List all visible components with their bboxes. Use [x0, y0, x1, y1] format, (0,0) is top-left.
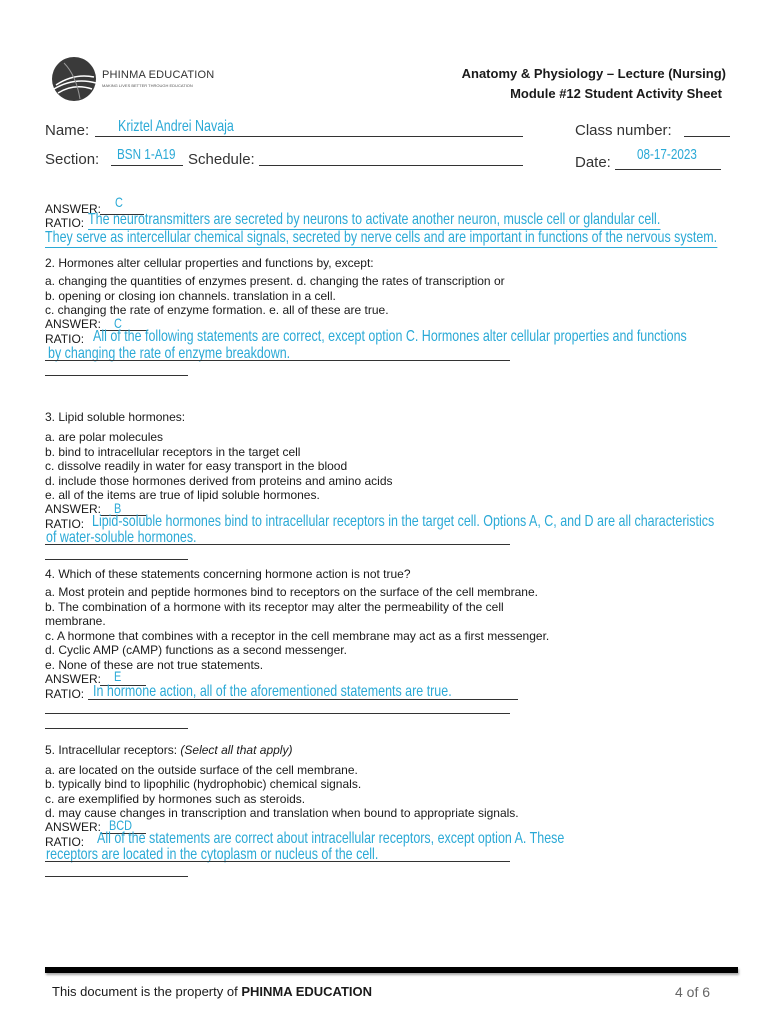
q4-option-c: c. A hormone that combines with a receptor in the cell membrane may act as a first messenger. — [45, 629, 550, 643]
q4-answer-value: E — [114, 668, 122, 684]
q1-ratio-label: RATIO: — [45, 216, 85, 230]
schedule-line — [259, 165, 523, 166]
section-label: Section: — [45, 151, 100, 168]
section-value: BSN 1-A19 — [117, 146, 176, 163]
q1-ratio-line2: They serve as intercellular chemical signals, secreted by nerve cells and are important in functions of the nervous system. — [45, 229, 718, 246]
footer-property — [52, 984, 372, 999]
q5-answer-label: ANSWER: — [45, 820, 102, 834]
q3-option-c: c. dissolve readily in water for easy transport in the blood — [45, 459, 348, 473]
brand-name: PHINMA EDUCATION — [102, 69, 215, 81]
course-title: Anatomy & Physiology – Lecture (Nursing) — [461, 66, 726, 81]
footer-property-text: This document is the property of — [52, 984, 242, 999]
q2-ratio-line2: by changing the rate of enzyme breakdown. — [48, 345, 291, 362]
q4-question: 4. Which of these statements concerning hormone action is not true? — [45, 567, 411, 581]
q4-ratio-extra-line — [45, 728, 188, 729]
section-line — [111, 165, 183, 166]
q4-ratio-line1: In hormone action, all of the aforementioned statements are true. — [93, 683, 452, 700]
footer-rule — [45, 967, 738, 973]
module-title: Module #12 Student Activity Sheet — [510, 86, 722, 101]
q3-option-a: a. are polar molecules — [45, 430, 164, 444]
q5-option-c: c. are exemplified by hormones such as steroids. — [45, 792, 306, 806]
q4-option-b: b. The combination of a hormone with its receptor may alter the permeability of the cell — [45, 600, 504, 614]
q2-ratio-extra-line — [45, 375, 188, 376]
q4-ratio-label: RATIO: — [45, 687, 85, 701]
q3-ratio-extra-line — [45, 559, 188, 560]
q2-ratio-underline — [45, 360, 510, 361]
phinma-logo — [50, 55, 98, 103]
page-number: 4 of 6 — [675, 984, 711, 1000]
q4-option-a: a. Most protein and peptide hormones bind to receptors on the surface of the cell membrane. — [45, 585, 538, 599]
name-line — [95, 136, 523, 137]
q5-ratio-label: RATIO: — [45, 835, 85, 849]
footer-property-org: PHINMA EDUCATION — [241, 984, 373, 999]
brand-tagline: MAKING LIVES BETTER THROUGH EDUCATION — [102, 83, 193, 88]
q4-ratio-underline2 — [45, 713, 510, 714]
q3-ratio-label: RATIO: — [45, 517, 85, 531]
q3-ratio-line2: of water-soluble hormones. — [46, 529, 197, 546]
q1-ratio-line1: The neurotransmitters are secreted by neurons to activate another neuron, muscle cell or glandular cell. — [88, 211, 661, 228]
q4-ratio-underline1 — [88, 699, 518, 700]
q5-ratio-line1: All of the statements are correct about intracellular receptors, except option A. These — [97, 830, 565, 847]
q2-option-c: c. changing the rate of enzyme formation. e. all of these are true. — [45, 303, 389, 317]
class-number-label: Class number: — [575, 122, 672, 139]
name-value: Kriztel Andrei Navaja — [118, 118, 234, 135]
date-value: 08-17-2023 — [637, 146, 697, 163]
q5-option-a: a. are located on the outside surface of the cell membrane. — [45, 763, 358, 777]
phinma-globe-icon — [50, 55, 98, 103]
q3-answer-label: ANSWER: — [45, 502, 102, 516]
q2-ratio-label: RATIO: — [45, 332, 85, 346]
q4-option-d: d. Cyclic AMP (cAMP) functions as a second messenger. — [45, 643, 347, 657]
q3-option-b: b. bind to intracellular receptors in the target cell — [45, 445, 301, 459]
q2-ratio-line1: All of the following statements are correct, except option C. Hormones alter cellular properties and functions — [93, 328, 687, 345]
date-label: Date: — [575, 154, 611, 171]
q4-option-b-cont: membrane. — [45, 614, 106, 628]
q5-ratio-underline — [45, 861, 510, 862]
q4-option-e: e. None of these are not true statements. — [45, 658, 264, 672]
q3-option-d: d. include those hormones derived from proteins and amino acids — [45, 474, 393, 488]
q5-question — [45, 743, 292, 758]
q5-question-text: 5. Intracellular receptors: — [45, 743, 178, 757]
schedule-label: Schedule: — [188, 151, 255, 168]
q2-answer-label: ANSWER: — [45, 317, 102, 331]
q2-question: 2. Hormones alter cellular properties and functions by, except: — [45, 256, 374, 270]
q5-question-note: (Select all that apply) — [180, 743, 293, 757]
q3-answer-value: B — [114, 500, 122, 516]
q1-answer-value: C — [115, 194, 123, 210]
q5-option-d: d. may cause changes in transcription and translation when bound to appropriate signals. — [45, 806, 519, 820]
date-line — [615, 169, 721, 170]
class-number-line — [684, 136, 730, 137]
q5-ratio-line2: receptors are located in the cytoplasm or nucleus of the cell. — [46, 846, 379, 863]
q1-answer-label: ANSWER: — [45, 202, 102, 216]
q4-answer-label: ANSWER: — [45, 672, 102, 686]
q5-ratio-extra-line — [45, 876, 188, 877]
q3-question: 3. Lipid soluble hormones: — [45, 410, 186, 424]
q3-option-e: e. all of the items are true of lipid soluble hormones. — [45, 488, 320, 502]
q5-option-b: b. typically bind to lipophilic (hydrophobic) chemical signals. — [45, 777, 362, 791]
q2-answer-value: C — [114, 315, 122, 331]
q5-answer-value: BCD — [109, 817, 133, 833]
q2-option-b: b. opening or closing ion channels. translation in a cell. — [45, 289, 336, 303]
q3-ratio-line1: Lipid-soluble hormones bind to intracellular receptors in the target cell. Options A, C, and D are all characteristics — [92, 513, 715, 530]
q3-ratio-underline — [45, 544, 510, 545]
name-label: Name: — [45, 122, 90, 139]
q2-option-a: a. changing the quantities of enzymes present. d. changing the rates of transcription or — [45, 274, 505, 288]
